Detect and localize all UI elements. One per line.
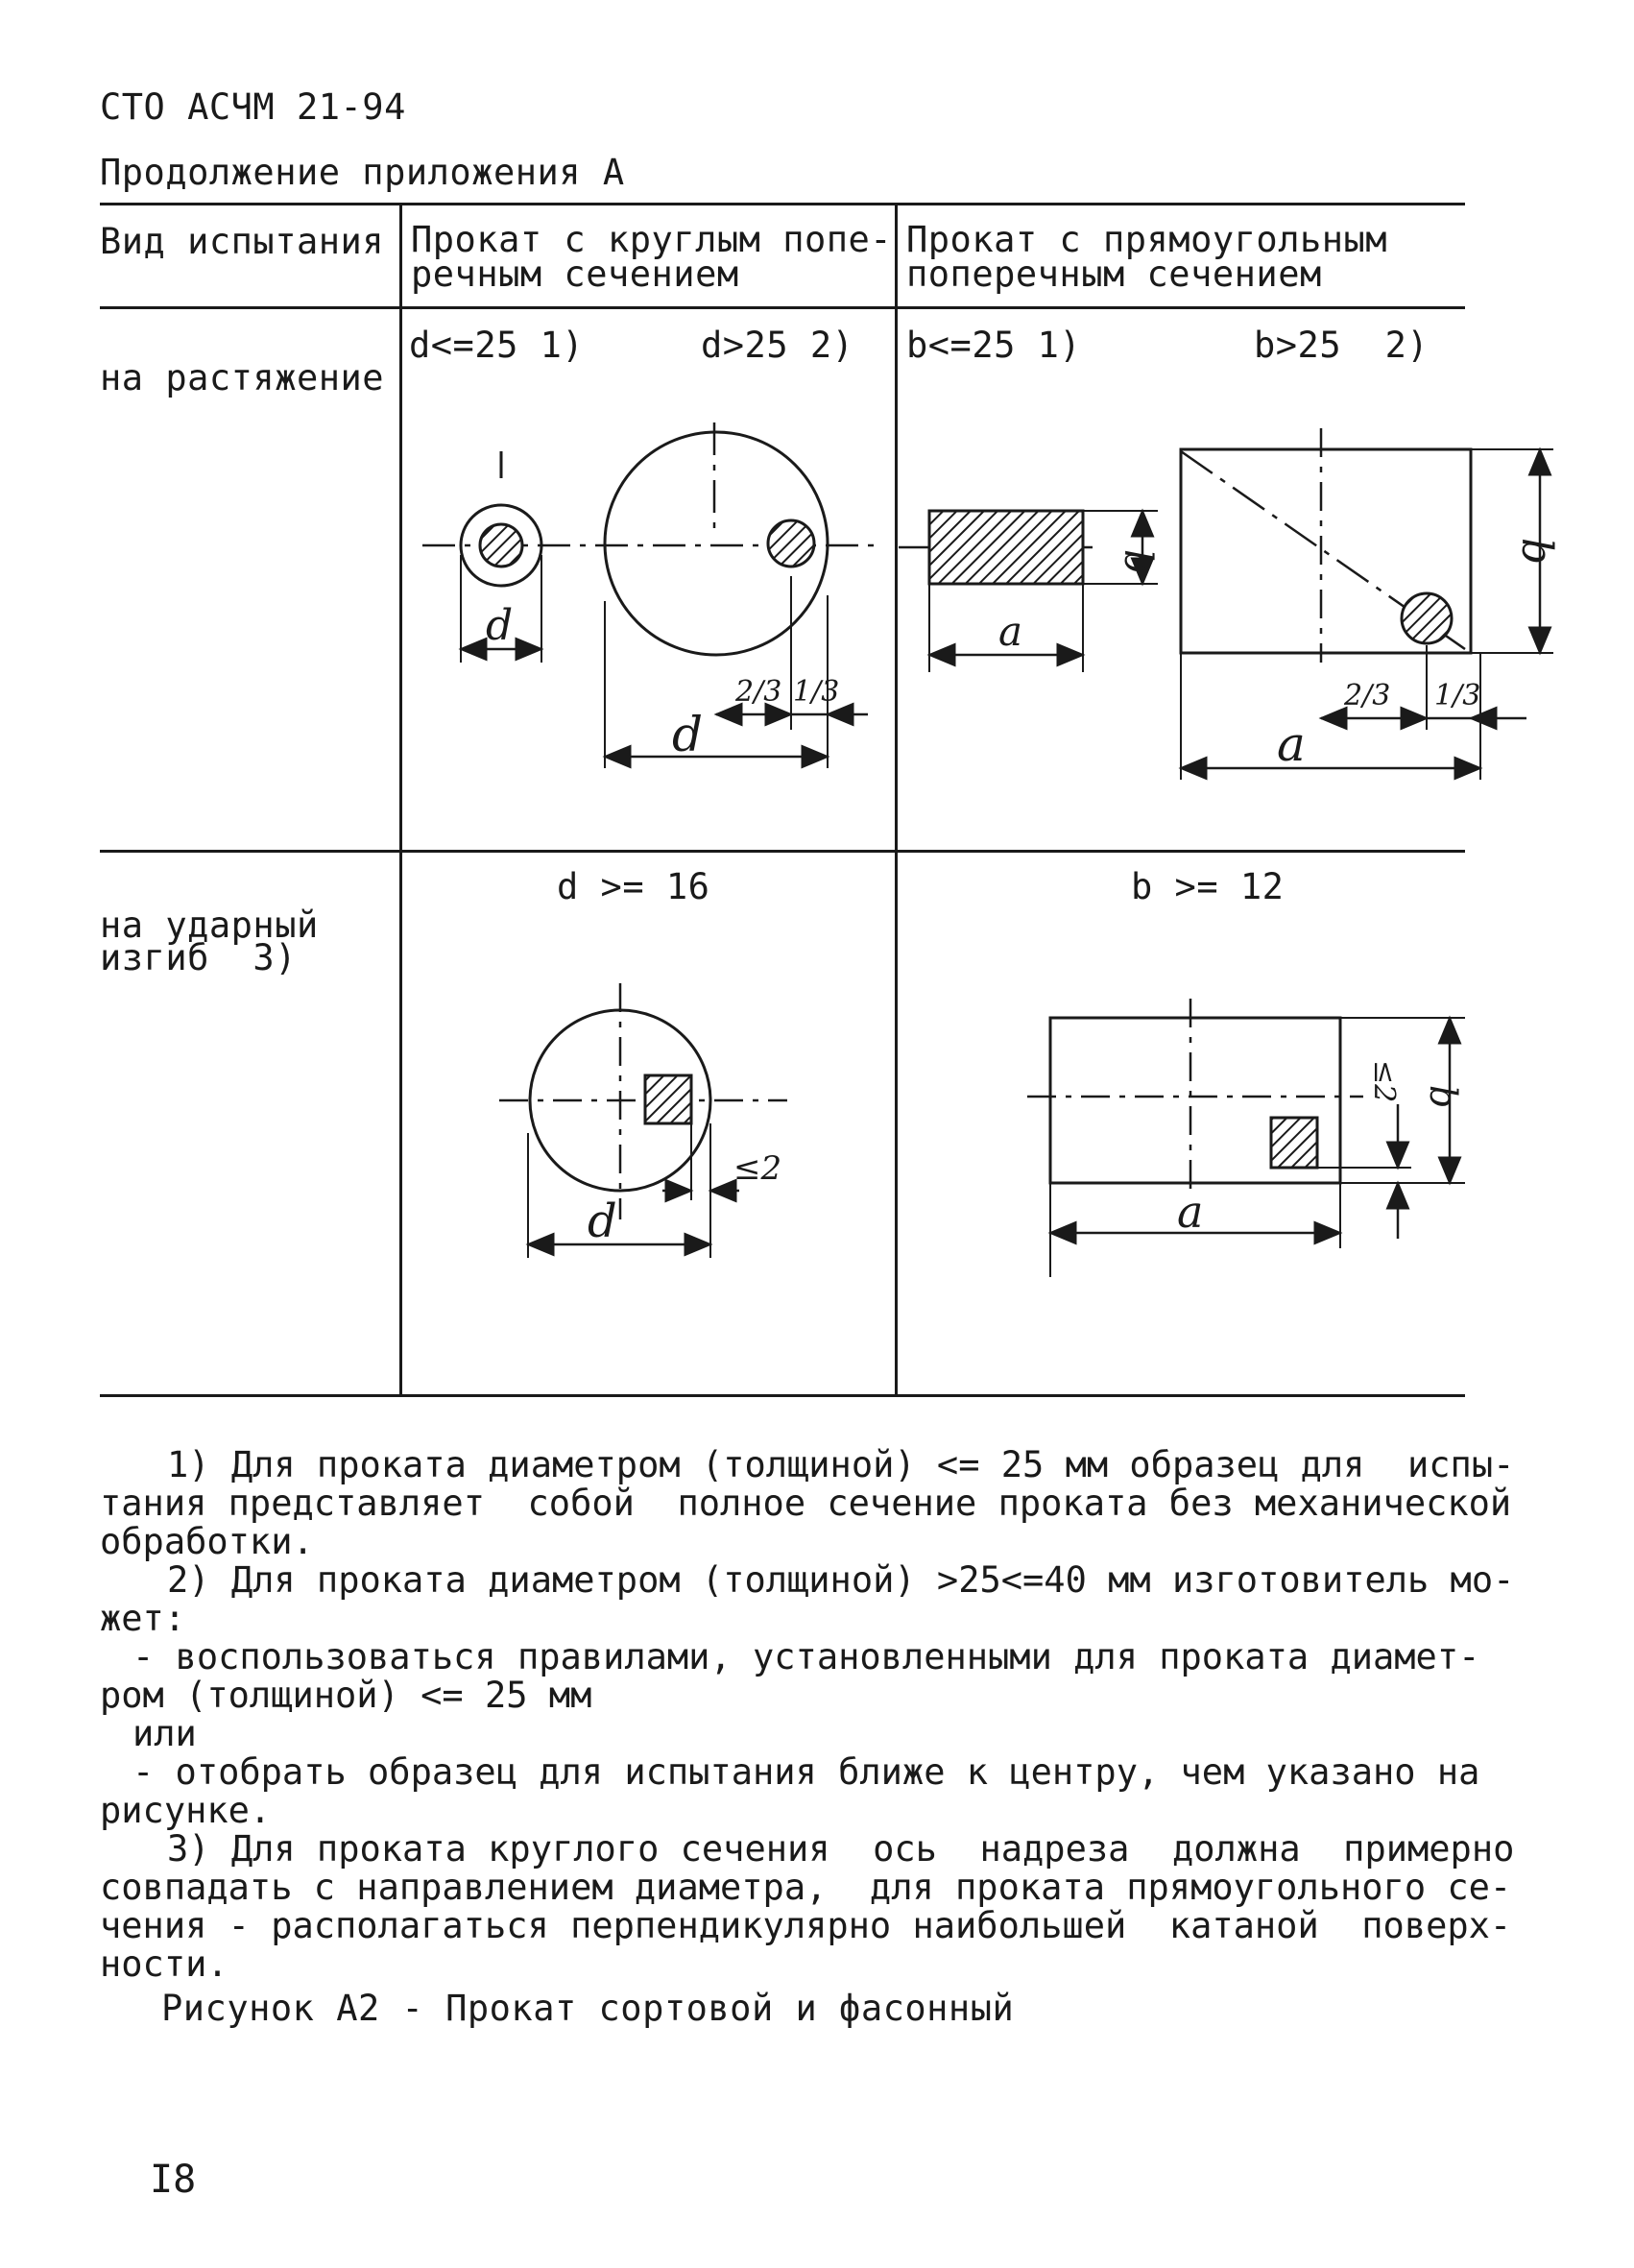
page-number: I8 bbox=[150, 2158, 197, 2202]
specimen-circle-rect bbox=[1402, 593, 1452, 643]
row-tension-label: на растяжение bbox=[100, 357, 385, 398]
label-one-third-round: 1/3 bbox=[793, 675, 840, 709]
note-2-line5: или bbox=[132, 1713, 197, 1754]
label-a-large: a bbox=[1277, 716, 1306, 772]
note-2-line3: - воспользоваться правилами, установленными для проката диамет- bbox=[132, 1636, 1480, 1677]
header-rect-line2: поперечным сечением bbox=[906, 253, 1322, 295]
appendix-continuation: Продолжение приложения А bbox=[100, 152, 625, 193]
label-b-impact: b bbox=[1422, 1085, 1464, 1109]
note-1-line2: тания представляет собой полное сечение проката без механической bbox=[100, 1483, 1512, 1524]
note-3-line4: ности. bbox=[100, 1943, 228, 1985]
label-a-impact: a bbox=[1177, 1186, 1204, 1238]
label-le2-round: ≤2 bbox=[733, 1149, 782, 1188]
figure-caption: Рисунок А2 - Прокат сортовой и фасонный bbox=[161, 1988, 1015, 2029]
specimen-circle-large bbox=[768, 520, 814, 567]
note-3-line1: 3) Для проката круглого сечения ось надреза должна примерно bbox=[167, 1828, 1515, 1870]
impact-specimen-rect bbox=[1271, 1118, 1317, 1168]
cond-rect-small: b<=25 1) bbox=[906, 325, 1082, 366]
drawing-round-large bbox=[605, 422, 868, 768]
label-d-small: d bbox=[486, 601, 514, 650]
label-d-large: d bbox=[672, 707, 704, 762]
cond-round-impact: d >= 16 bbox=[557, 866, 710, 907]
note-2-line2: жет: bbox=[100, 1598, 186, 1639]
note-3-line2: совпадать с направлением диаметра, для проката прямоугольного се- bbox=[100, 1867, 1512, 1908]
note-3-line3: чения - располагаться перпендикулярно наибольшей катаной поверх- bbox=[100, 1905, 1512, 1946]
label-le2-rect: ≤2 bbox=[1367, 1060, 1401, 1103]
cond-rect-impact: b >= 12 bbox=[1131, 866, 1285, 907]
drawing-rect-small bbox=[899, 511, 1158, 672]
label-one-third-rect: 1/3 bbox=[1434, 679, 1481, 712]
drawing-rect-impact bbox=[1027, 999, 1465, 1277]
doc-code: СТО АСЧМ 21-94 bbox=[100, 86, 406, 128]
label-two-thirds-round: 2/3 bbox=[735, 675, 782, 709]
cond-round-large: d>25 2) bbox=[701, 325, 854, 366]
cond-round-small: d<=25 1) bbox=[409, 325, 585, 366]
header-test-type: Вид испытания bbox=[100, 221, 385, 262]
note-1-line1: 1) Для проката диаметром (толщиной) <= 25 мм образец для испы- bbox=[167, 1444, 1515, 1485]
note-2-line4: ром (толщиной) <= 25 мм bbox=[100, 1675, 592, 1716]
label-d-impact: d bbox=[588, 1194, 617, 1248]
label-b-large: b bbox=[1512, 538, 1561, 566]
label-b-small: b bbox=[1116, 549, 1160, 574]
note-2-line6: - отобрать образец для испытания ближе к центру, чем указано на bbox=[132, 1751, 1480, 1793]
impact-specimen-round bbox=[645, 1075, 691, 1123]
note-2-line7: рисунке. bbox=[100, 1790, 272, 1831]
header-round-line2: речным сечением bbox=[411, 253, 739, 295]
cond-rect-large: b>25 2) bbox=[1254, 325, 1430, 366]
label-a-small: a bbox=[998, 608, 1023, 655]
rect-small-specimen bbox=[929, 511, 1083, 584]
header-rect-line1: Прокат с прямоугольным bbox=[906, 219, 1388, 260]
header-round-line1: Прокат с круглым попе- bbox=[411, 219, 893, 260]
row-impact-label-line2: изгиб 3) bbox=[100, 937, 297, 978]
drawing-rect-large bbox=[1181, 428, 1553, 780]
note-2-line1: 2) Для проката диаметром (толщиной) >25<=40 мм изготовитель мо- bbox=[167, 1559, 1515, 1601]
note-1-line3: обработки. bbox=[100, 1521, 314, 1562]
label-two-thirds-rect: 2/3 bbox=[1344, 679, 1391, 712]
specimen-circle-small bbox=[480, 524, 522, 567]
drawing-round-impact bbox=[499, 983, 787, 1258]
footnotes bbox=[100, 1444, 1515, 1985]
row-impact-label-line1: на ударный bbox=[100, 905, 319, 946]
